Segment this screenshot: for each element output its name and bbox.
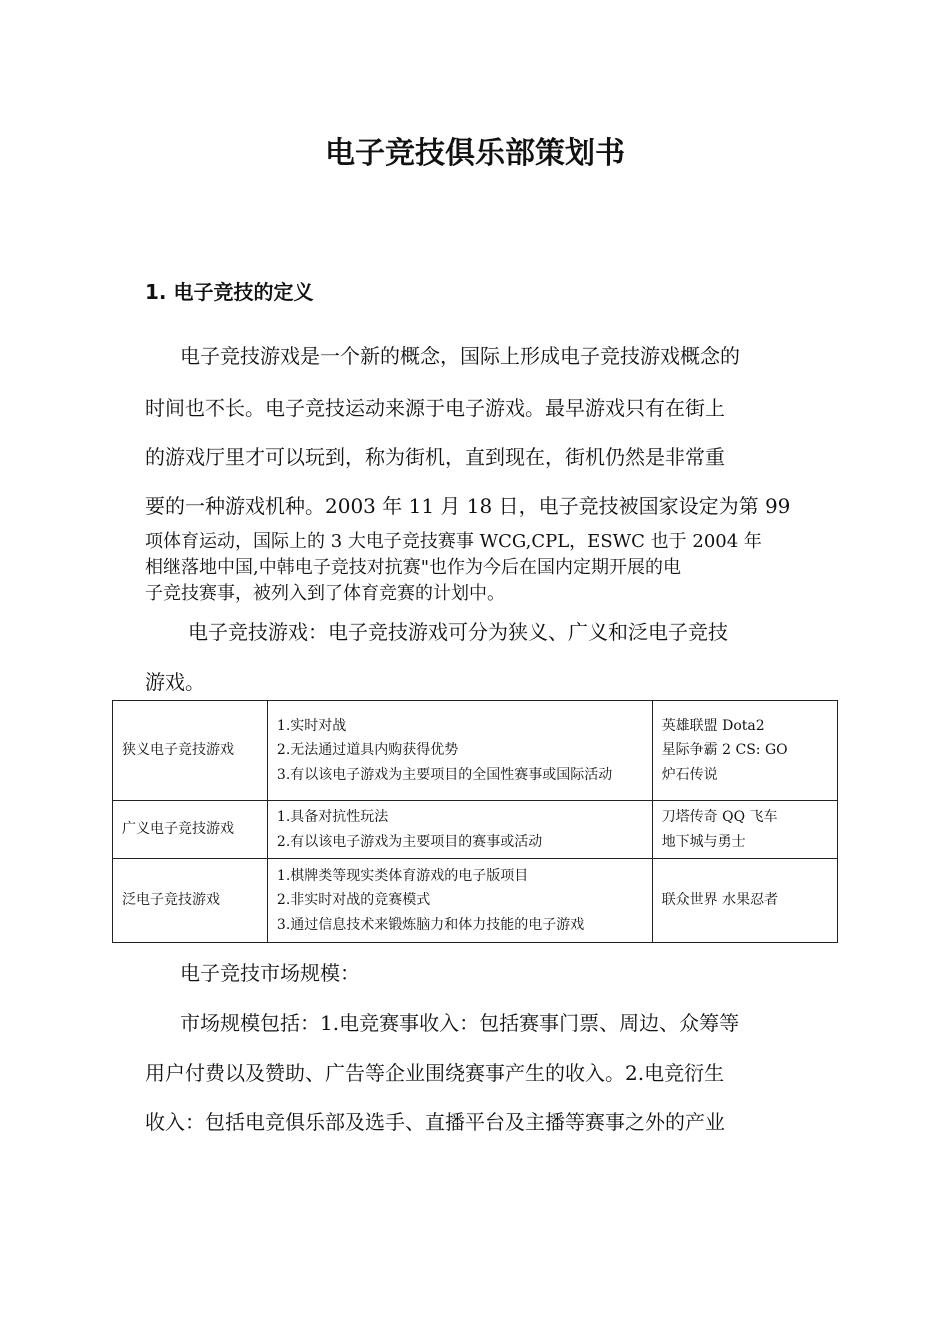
esports-classification-table — [112, 700, 838, 943]
table-cell-games — [652, 859, 837, 943]
paragraph-line: 市场规模包括：1.电竞赛事收入：包括赛事门票、周边、众筹等 — [180, 1011, 740, 1035]
table-cell-type: 泛电子竞技游戏 — [113, 859, 268, 943]
table-cell-features — [267, 801, 652, 859]
table-cell-games — [652, 701, 837, 801]
document-title: 电子竞技俱乐部策划书 — [325, 136, 625, 171]
paragraph-line: 子竞技赛事，被列入到了体育竞赛的计划中。 — [145, 583, 505, 604]
game-item: 星际争霸 2 CS: GO — [661, 742, 788, 759]
paragraph-line: 用户付费以及赞助、广告等企业围绕赛事产生的收入。2.电竞衍生 — [145, 1061, 725, 1085]
game-item: 英雄联盟 Dota2 — [661, 717, 765, 734]
game-item: 刀塔传奇 QQ 飞车 — [661, 809, 778, 825]
paragraph-line: 的游戏厅里才可以玩到，称为街机，直到现在，街机仍然是非常重 — [145, 445, 725, 469]
feature-item: 2.无法通过道具内购获得优势 — [276, 742, 459, 759]
game-item: 炉石传说 — [661, 766, 718, 783]
paragraph-line: 电子竞技游戏是一个新的概念，国际上形成电子竞技游戏概念的 — [180, 344, 740, 368]
feature-item: 3.有以该电子游戏为主要项目的全国性赛事或国际活动 — [276, 766, 613, 783]
paragraph-line: 收入：包括电竞俱乐部及选手、直播平台及主播等赛事之外的产业 — [145, 1110, 725, 1134]
section-heading: 1. 电子竞技的定义 — [145, 280, 314, 304]
table-row — [113, 801, 838, 859]
market-heading: 电子竞技市场规模： — [180, 961, 360, 985]
table-cell-type: 狭义电子竞技游戏 — [113, 701, 268, 801]
paragraph-line: 时间也不长。电子竞技运动来源于电子游戏。最早游戏只有在街上 — [145, 396, 725, 420]
table-cell-features — [267, 701, 652, 801]
feature-item: 1.实时对战 — [276, 717, 347, 734]
game-item: 联众世界 水果忍者 — [661, 892, 779, 909]
game-item: 地下城与勇士 — [661, 833, 746, 850]
feature-item: 2.有以该电子游戏为主要项目的赛事或活动 — [276, 833, 543, 850]
feature-item: 1.具备对抗性玩法 — [276, 809, 389, 825]
table-row — [113, 859, 838, 943]
paragraph-line: 项体育运动，国际上的 3 大电子竞技赛事 WCG,CPL，ESWC 也于 2004 年 — [145, 531, 762, 552]
paragraph-line: 游戏。 — [145, 670, 205, 694]
paragraph-line: 电子竞技游戏：电子竞技游戏可分为狭义、广义和泛电子竞技 — [188, 620, 728, 644]
paragraph-line: 相继落地中国,中韩电子竞技对抗赛"也作为今后在国内定期开展的电 — [145, 557, 681, 578]
feature-item: 2.非实时对战的竞赛模式 — [276, 892, 431, 909]
table-cell-games — [652, 801, 837, 859]
table-cell-features — [267, 859, 652, 943]
feature-item: 3.通过信息技术来锻炼脑力和体力技能的电子游戏 — [276, 916, 585, 933]
feature-item: 1.棋牌类等现实类体育游戏的电子版项目 — [276, 867, 529, 884]
table-cell-type: 广义电子竞技游戏 — [113, 801, 268, 859]
table-row — [113, 701, 838, 801]
paragraph-line: 要的一种游戏机种。2003 年 11 月 18 日，电子竞技被国家设定为第 99 — [145, 494, 791, 518]
